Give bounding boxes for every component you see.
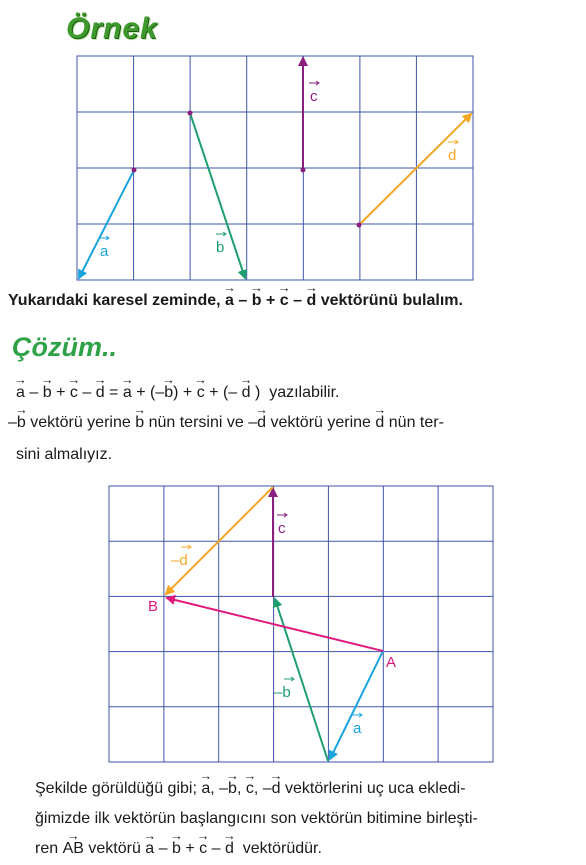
- vector-neg-b: [275, 599, 328, 761]
- vector-b-tail: [188, 111, 193, 116]
- label-neg-b: –b: [274, 684, 291, 701]
- conclusion-line-3: ren → AB vektörü → a – → b + → c – → d vektörüdür.: [35, 840, 322, 858]
- solution-line-2: –→ b vektörü yerine → b nün tersini ve –→ d vektörü yerine → d nün ter-: [8, 414, 444, 432]
- label-c-2: c: [278, 520, 286, 537]
- label-point-B: B: [148, 598, 159, 615]
- figure2-grid: [109, 486, 493, 762]
- solution-line-3: sini almalıyız.: [16, 446, 113, 463]
- label-a: a: [100, 243, 109, 260]
- vector-AB: [167, 598, 383, 651]
- conclusion-line-2: ğimizde ilk vektörün başlangıcını son vektörün bitimine birleşti-: [35, 810, 478, 827]
- label-b: b: [216, 239, 225, 256]
- vector-d: [359, 114, 471, 225]
- conclusion-line-1: Şekilde görüldüğü gibi; → a, –→ b, → c, –→ d vektörlerini uç uca ekledi-: [35, 780, 466, 798]
- vector-c-tail: [301, 168, 306, 173]
- label-point-A: A: [386, 654, 397, 671]
- label-a-2: a: [353, 720, 362, 737]
- vector-a-2: [330, 651, 383, 759]
- solution-heading: Çözüm..: [12, 332, 117, 362]
- vector-d-tail: [357, 223, 362, 228]
- label-c: c: [310, 88, 318, 105]
- figure1-grid: [77, 56, 473, 280]
- problem-statement: Yukarıdaki karesel zeminde, → a – → b + → c – → d vektörünü bulalım.: [8, 292, 463, 310]
- label-neg-d: –d: [171, 552, 188, 569]
- label-d: d: [448, 147, 457, 164]
- vector-a-tail: [132, 168, 137, 173]
- vector-neg-d: [166, 487, 273, 594]
- example-heading: Örnek: [66, 12, 158, 45]
- solution-equation: → a – → b + → c – → d = → a + (–→ b) + → c + (– → d ) yazılabilir.: [16, 384, 339, 402]
